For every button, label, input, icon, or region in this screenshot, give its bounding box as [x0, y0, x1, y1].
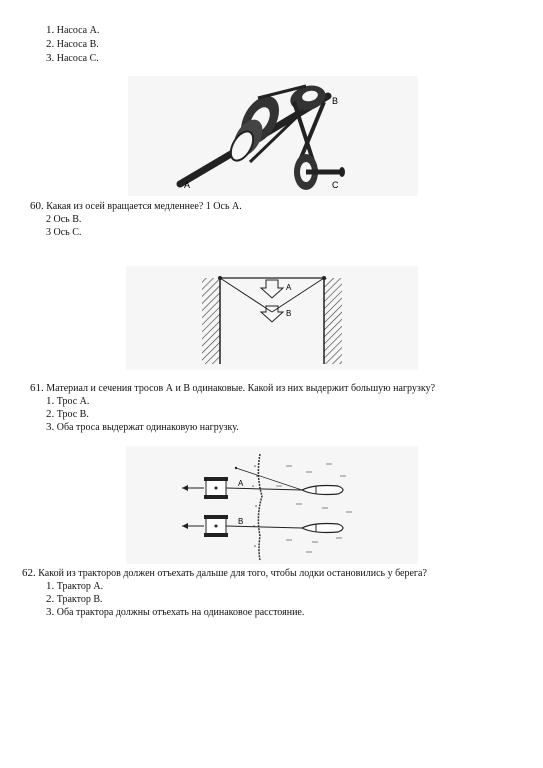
- fig1-label-b: B: [332, 96, 339, 106]
- q60-option-3: 3 Ось С.: [46, 227, 82, 238]
- q60-question: 60. Какая из осей вращается медленнее? 1 Ось А.: [30, 200, 242, 212]
- fig2-label-a: A: [286, 283, 292, 292]
- tractors-boats-figure: [126, 446, 418, 564]
- q61-question: 61. Материал и сечения тросов А и В одинаковые. Какой из них выдержит большую нагрузку?: [30, 382, 436, 394]
- q61-option-3: 3. Оба троса выдержат одинаковую нагрузку.: [46, 421, 239, 433]
- q61-option-1: 1. Трос А.: [46, 395, 90, 407]
- fig1-label-c: C: [332, 180, 339, 190]
- fig1-label-a: A: [184, 180, 191, 190]
- fig2-label-b: B: [286, 309, 292, 318]
- q62-option-3: 3. Оба трактора должны отъехать на одинаковое расстояние.: [46, 606, 305, 618]
- q60-option-2: 2 Ось В.: [46, 214, 82, 225]
- fig3-label-a: A: [238, 479, 244, 488]
- fig3-label-b: B: [238, 517, 244, 526]
- q62-option-1: 1. Трактор А.: [46, 580, 104, 592]
- q61-option-2: 2. Трос В.: [46, 408, 89, 420]
- q59-option-1: 1. Насоса А.: [46, 24, 100, 36]
- pulley-figure: [128, 76, 418, 196]
- q59-option-3: 3. Насоса С.: [46, 52, 99, 64]
- q59-option-2: 2. Насоса В.: [46, 38, 99, 50]
- q62-question: 62. Какой из тракторов должен отъехать дальше для того, чтобы лодки остановились у берега?: [22, 567, 427, 579]
- cables-figure: [126, 266, 418, 370]
- q62-option-2: 2. Трактор В.: [46, 593, 103, 605]
